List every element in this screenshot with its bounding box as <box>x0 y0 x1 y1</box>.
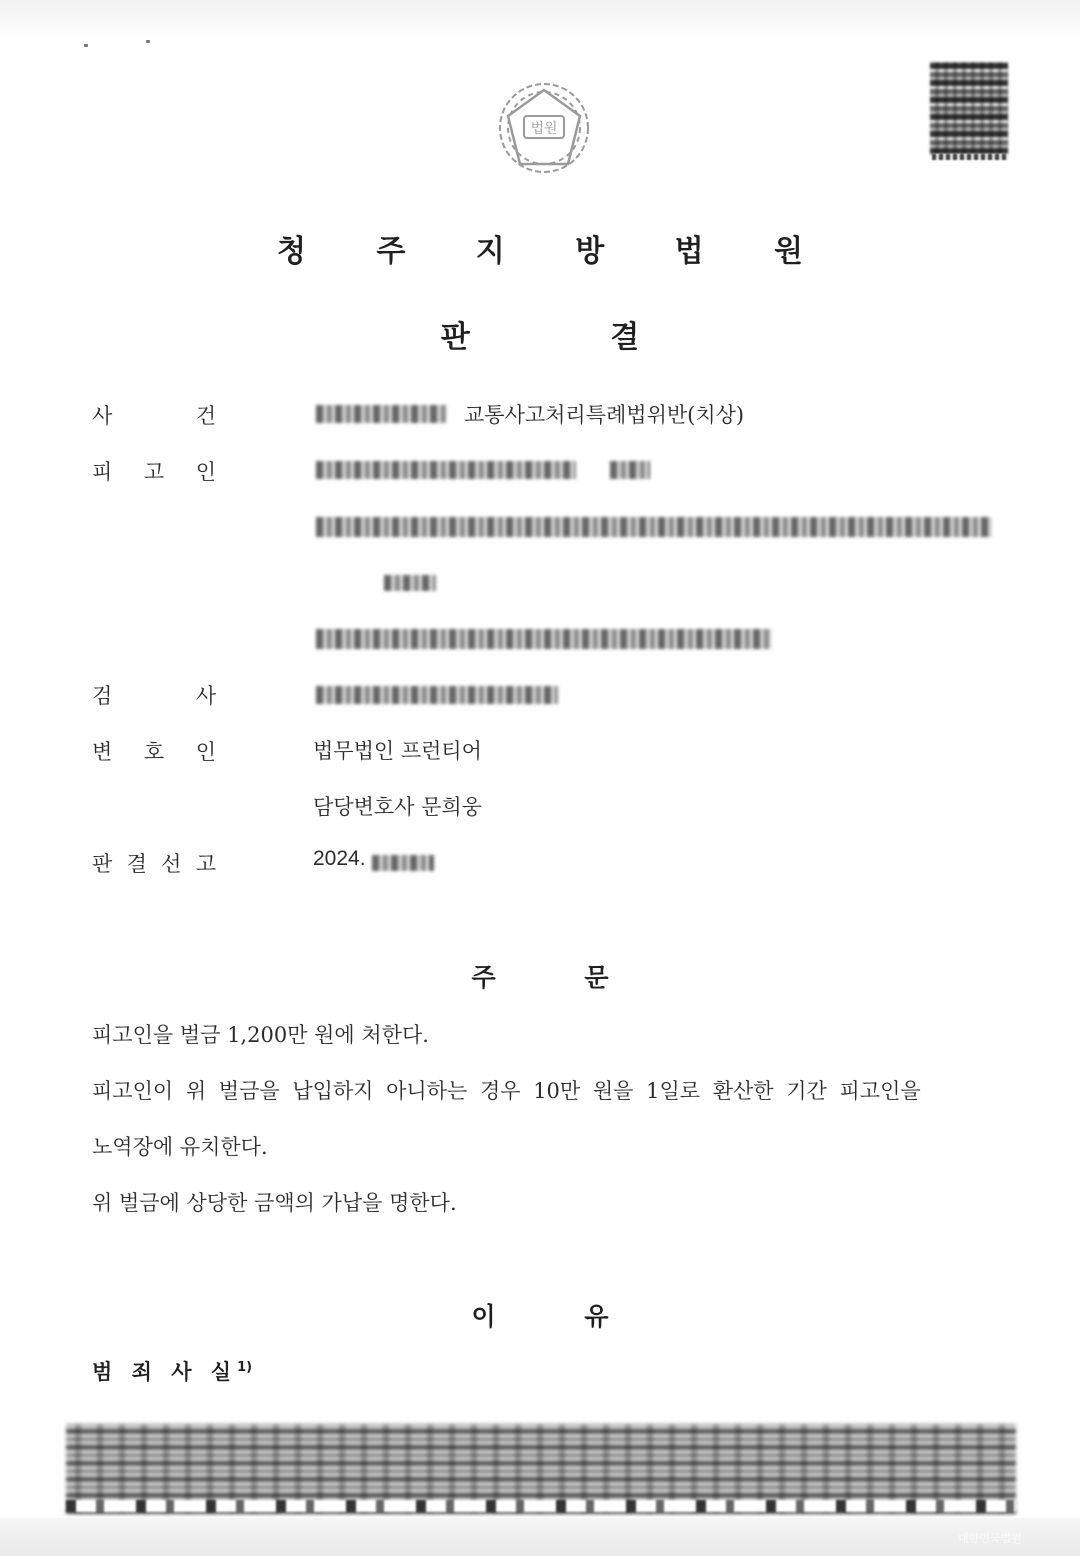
footnote-marker: 1) <box>237 1360 253 1375</box>
scan-speck <box>146 40 150 43</box>
footer-watermark: 대한민국법원 <box>958 1532 1022 1545</box>
reasons-heading: 이 유 <box>471 1302 609 1331</box>
qr-code <box>930 62 1008 154</box>
prosecutor-names-redacted <box>316 686 558 704</box>
case-label: 사 건 <box>92 404 216 428</box>
footer-bar <box>0 1518 1080 1556</box>
counsel-firm: 법무법인 프런티어 <box>313 739 482 763</box>
counsel-attorney: 담당변호사 문희웅 <box>313 795 482 819</box>
defendant-address-redacted <box>316 517 992 537</box>
order-line-1: 피고인을 벌금 1,200만 원에 처한다. <box>92 1023 429 1047</box>
scan-speck <box>84 44 88 47</box>
defendant-address-cont-redacted <box>384 575 436 591</box>
emblem-text: 법원 <box>530 121 558 137</box>
criminal-facts-redacted-line <box>66 1500 1016 1512</box>
sentence-date-redacted <box>372 855 434 871</box>
qr-caption-redacted <box>932 154 1008 160</box>
criminal-facts-heading: 범 죄 사 실$^{1)}$ <box>92 1360 253 1384</box>
defendant-label: 피 고 인 <box>92 460 216 484</box>
order-line-2: 피고인이 위 벌금을 납입하지 아니하는 경우 10만 원을 1일로 환산한 기간 피고인을 <box>92 1079 921 1103</box>
defendant-registered-address-redacted <box>316 629 772 649</box>
case-value: 교통사고처리특례법위반(치상) <box>464 403 745 427</box>
prosecutor-label: 검 사 <box>92 684 216 708</box>
court-emblem-icon <box>488 76 600 180</box>
defendant-id-redacted <box>316 461 576 479</box>
court-name: 청 주 지 방 법 원 <box>276 234 834 269</box>
counsel-label: 변 호 인 <box>92 740 216 764</box>
sentence-date-label: 판 결 선 고 <box>92 852 216 876</box>
order-line-4: 위 벌금에 상당한 금액의 가납을 명한다. <box>92 1191 457 1215</box>
case-number-redacted <box>316 405 446 423</box>
order-heading: 주 문 <box>471 963 609 992</box>
document-title: 판 결 <box>440 320 640 355</box>
defendant-job-redacted <box>610 461 650 479</box>
order-line-3: 노역장에 유치한다. <box>92 1135 268 1159</box>
scan-noise <box>0 0 1080 40</box>
sentence-date-value: 2024. <box>313 847 366 870</box>
